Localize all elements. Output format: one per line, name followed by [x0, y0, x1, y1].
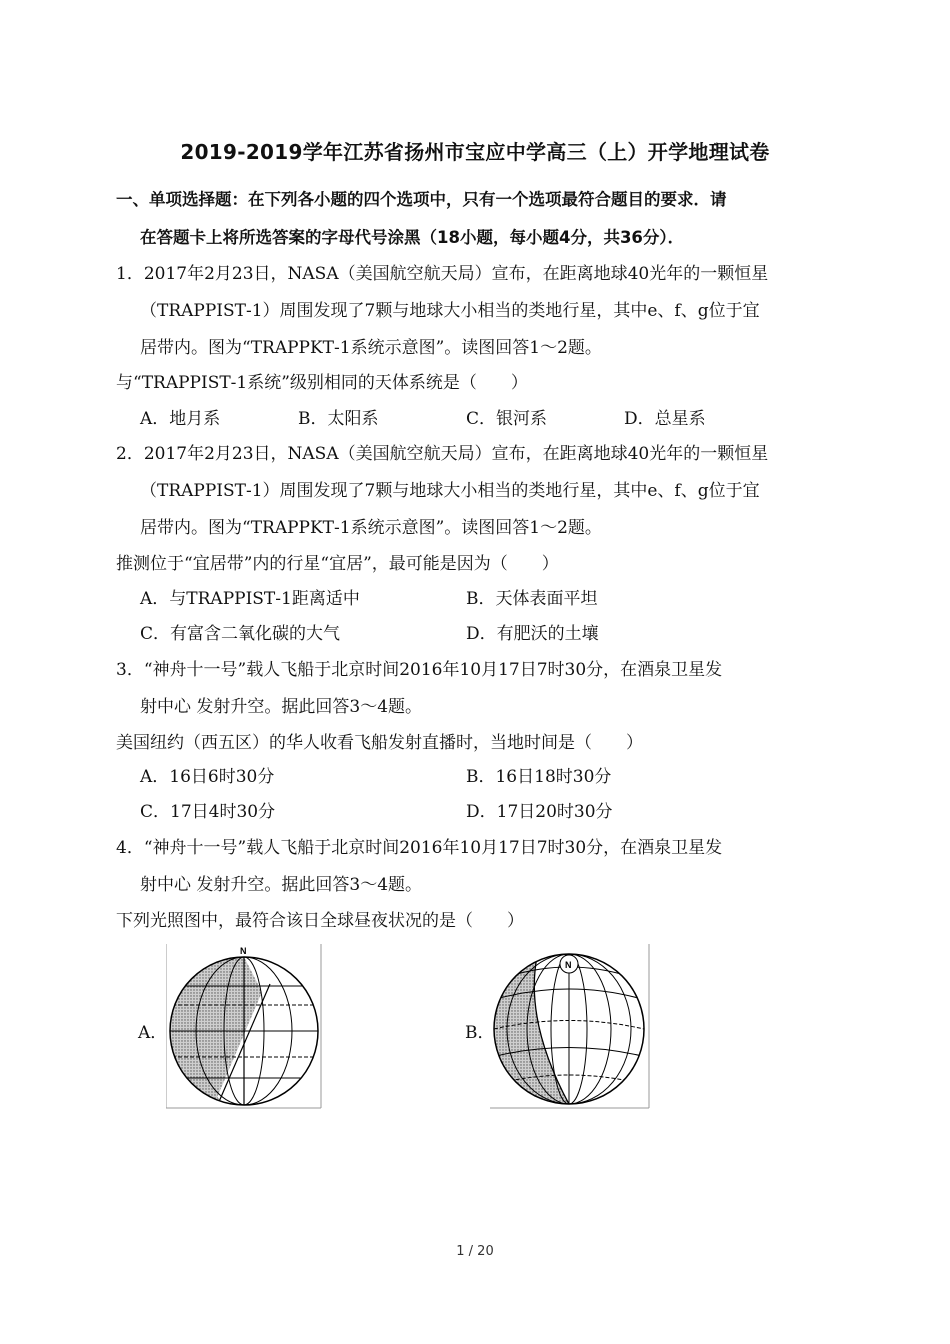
q1-option-d[interactable]: D．总星系 [624, 409, 706, 429]
q3-option-d[interactable]: D．17日20时30分 [466, 802, 613, 822]
q4-stem-line2: 射中心 发射升空。据此回答3～4题。 [140, 875, 423, 895]
q4-option-a-label[interactable]: A． [138, 1023, 168, 1043]
q3-option-a[interactable]: A．16日6时30分 [140, 767, 275, 787]
q2-stem-line3: 居带内。图为“TRAPPKT‐1系统示意图”。读图回答1～2题。 [140, 518, 602, 538]
q2-option-d[interactable]: D．有肥沃的土壤 [466, 624, 599, 644]
q4-option-b-illumination-globe[interactable] [490, 944, 652, 1110]
q3-question: 美国纽约（西五区）的华人收看飞船发射直播时，当地时间是（ ） [116, 733, 643, 753]
section-instruction-line1: 一、单项选择题：在下列各小题的四个选项中，只有一个选项最符合题目的要求．请 [116, 190, 727, 209]
q1-stem-line1: 1．2017年2月23日，NASA（美国航空航天局）宣布，在距离地球40光年的一颗恒星 [116, 264, 769, 284]
q3-option-b[interactable]: B．16日18时30分 [466, 767, 612, 787]
page-title: 2019-2019学年江苏省扬州市宝应中学高三（上）开学地理试卷 [180, 140, 770, 164]
q4-option-a-illumination-globe[interactable] [166, 944, 324, 1110]
north-label-a: N [240, 946, 247, 956]
q1-option-c[interactable]: C．银河系 [466, 409, 548, 429]
q2-option-b[interactable]: B．天体表面平坦 [466, 589, 598, 609]
q4-stem-line1: 4．“神舟十一号”载人飞船于北京时间2016年10月17日7时30分，在酒泉卫星发 [116, 838, 723, 858]
q1-question: 与“TRAPPIST‐1系统”级别相同的天体系统是（ ） [116, 373, 528, 393]
q3-option-c[interactable]: C．17日4时30分 [140, 802, 276, 822]
q1-stem-line3: 居带内。图为“TRAPPKT‐1系统示意图”。读图回答1～2题。 [140, 338, 602, 358]
q2-stem-line2: （TRAPPIST‐1）周围发现了7颗与地球大小相当的类地行星，其中e、f、g位于宜 [140, 481, 760, 501]
q1-option-b[interactable]: B．太阳系 [298, 409, 379, 429]
q4-question: 下列光照图中，最符合该日全球昼夜状况的是（ ） [116, 911, 524, 931]
q2-question: 推测位于“宜居带”内的行星“宜居”，最可能是因为（ ） [116, 554, 559, 574]
q2-stem-line1: 2．2017年2月23日，NASA（美国航空航天局）宣布，在距离地球40光年的一颗恒星 [116, 444, 769, 464]
page-number: 1 / 20 [456, 1244, 494, 1259]
section-instruction-line2: 在答题卡上将所选答案的字母代号涂黑（18小题，每小题4分，共36分）． [140, 228, 685, 247]
q3-stem-line2: 射中心 发射升空。据此回答3～4题。 [140, 697, 423, 717]
q2-option-a[interactable]: A．与TRAPPIST‐1距离适中 [140, 589, 360, 609]
north-label-b: N [565, 960, 572, 970]
q3-stem-line1: 3．“神舟十一号”载人飞船于北京时间2016年10月17日7时30分，在酒泉卫星发 [116, 660, 723, 680]
q4-option-b-label[interactable]: B． [465, 1023, 495, 1043]
q1-stem-line2: （TRAPPIST‐1）周围发现了7颗与地球大小相当的类地行星，其中e、f、g位于宜 [140, 301, 760, 321]
q2-option-c[interactable]: C．有富含二氧化碳的大气 [140, 624, 341, 644]
q1-option-a[interactable]: A．地月系 [140, 409, 221, 429]
